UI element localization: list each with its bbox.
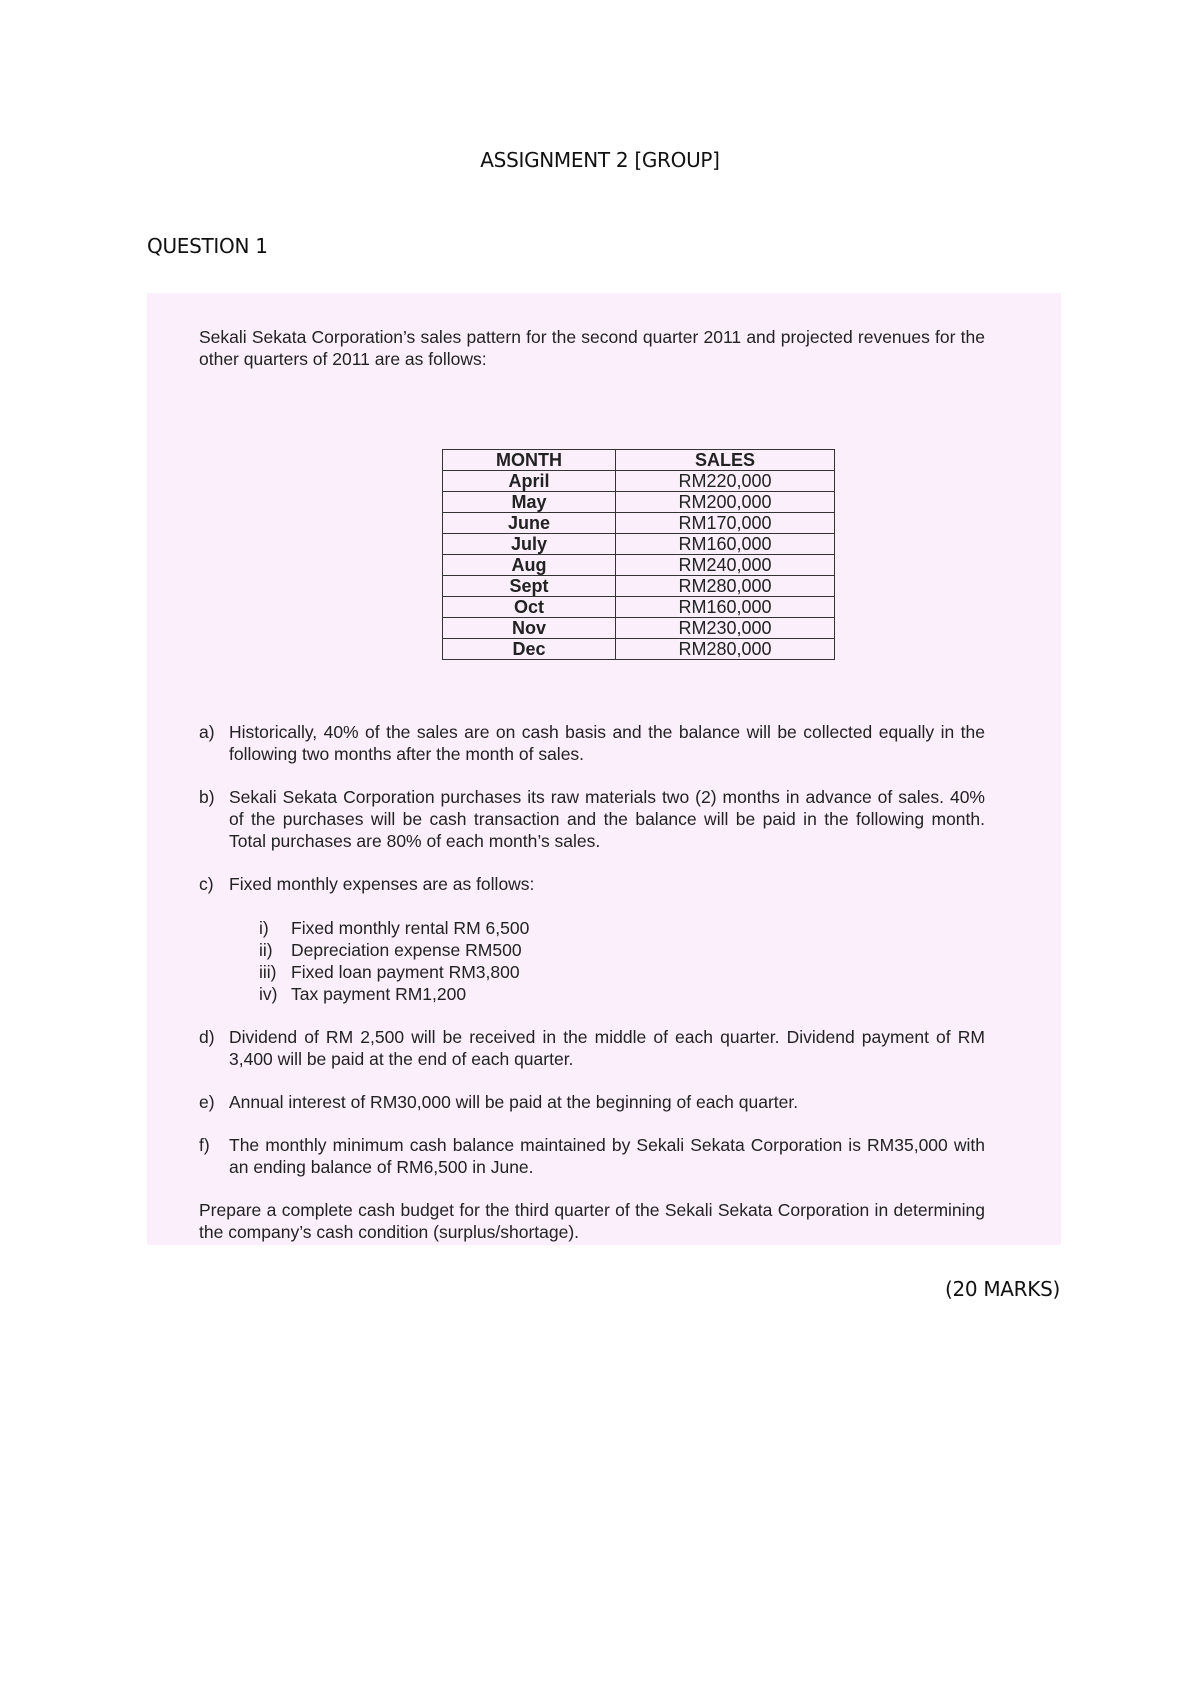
item-text: Historically, 40% of the sales are on cash basis and the balance will be collected equally in the following two months after the month of sales.	[229, 722, 985, 764]
expense-list	[259, 917, 985, 1005]
table-header-row	[443, 450, 835, 471]
assignment-title: ASSIGNMENT 2 [GROUP]	[480, 148, 720, 172]
condition-item-b	[199, 786, 985, 852]
sales-cell: RM280,000	[616, 639, 835, 660]
item-label: b)	[199, 787, 215, 807]
month-cell: Oct	[443, 597, 616, 618]
month-cell: April	[443, 471, 616, 492]
column-header-month: MONTH	[443, 450, 616, 471]
condition-list	[199, 721, 985, 1243]
expense-text: Fixed monthly rental RM 6,500	[291, 918, 530, 938]
table-row	[443, 534, 835, 555]
expense-item	[259, 961, 985, 983]
expense-label: iv)	[259, 984, 278, 1004]
sales-cell: RM230,000	[616, 618, 835, 639]
expense-text: Fixed loan payment RM3,800	[291, 962, 520, 982]
scanned-question-image	[147, 293, 1061, 1245]
table-row	[443, 492, 835, 513]
condition-item-e	[199, 1091, 985, 1113]
table-row	[443, 576, 835, 597]
expense-text: Tax payment RM1,200	[291, 984, 467, 1004]
sales-table	[442, 449, 835, 660]
sales-cell: RM160,000	[616, 534, 835, 555]
expense-text: Depreciation expense RM500	[291, 940, 522, 960]
expense-item	[259, 983, 985, 1005]
sales-cell: RM160,000	[616, 597, 835, 618]
month-cell: May	[443, 492, 616, 513]
item-text: The monthly minimum cash balance maintained by Sekali Sekata Corporation is RM35,000 with an ending balance of RM6,500 in June.	[229, 1135, 985, 1177]
condition-item-c	[199, 873, 985, 1005]
sales-cell: RM240,000	[616, 555, 835, 576]
item-text: Fixed monthly expenses are as follows:	[229, 874, 535, 894]
item-label: c)	[199, 874, 214, 894]
expense-item	[259, 939, 985, 961]
marks-label: (20 MARKS)	[944, 1277, 1060, 1301]
month-cell: June	[443, 513, 616, 534]
item-body	[229, 873, 985, 1005]
item-text: Annual interest of RM30,000 will be paid at the beginning of each quarter.	[229, 1092, 799, 1112]
expense-label: i)	[259, 918, 269, 938]
condition-item-a	[199, 721, 985, 765]
question-label: QUESTION 1	[147, 234, 268, 258]
item-label: a)	[199, 722, 215, 742]
closing-instruction: Prepare a complete cash budget for the third quarter of the Sekali Sekata Corporation in determining the company’s cash condition (surplus/shortage).	[199, 1200, 985, 1242]
table-row	[443, 555, 835, 576]
table-row	[443, 513, 835, 534]
table-row	[443, 618, 835, 639]
item-label: f)	[199, 1135, 210, 1155]
table-row	[443, 471, 835, 492]
intro-paragraph: Sekali Sekata Corporation’s sales pattern for the second quarter 2011 and projected revenues for the other quarters of 2011 are as follows:	[199, 327, 985, 369]
table-row	[443, 597, 835, 618]
question-body	[199, 326, 985, 1242]
month-cell: Dec	[443, 639, 616, 660]
sales-cell: RM200,000	[616, 492, 835, 513]
sales-cell: RM280,000	[616, 576, 835, 597]
month-cell: Nov	[443, 618, 616, 639]
item-label: e)	[199, 1092, 215, 1112]
month-cell: Aug	[443, 555, 616, 576]
month-cell: July	[443, 534, 616, 555]
item-text: Dividend of RM 2,500 will be received in the middle of each quarter. Dividend payment of RM 3,400 will be paid at the end of each quarter.	[229, 1027, 985, 1069]
item-text: Sekali Sekata Corporation purchases its raw materials two (2) months in advance of sales. 40% of the purchases will be cash transaction and the balance will be paid in the following month. Total purchases are 80% of each month’s sales.	[229, 787, 985, 851]
item-label: d)	[199, 1027, 215, 1047]
sales-cell: RM170,000	[616, 513, 835, 534]
expense-item	[259, 917, 985, 939]
sales-cell: RM220,000	[616, 471, 835, 492]
expense-label: ii)	[259, 940, 273, 960]
table-row	[443, 639, 835, 660]
expense-label: iii)	[259, 962, 277, 982]
condition-item-f	[199, 1134, 985, 1178]
condition-item-d	[199, 1026, 985, 1070]
month-cell: Sept	[443, 576, 616, 597]
column-header-sales: SALES	[616, 450, 835, 471]
